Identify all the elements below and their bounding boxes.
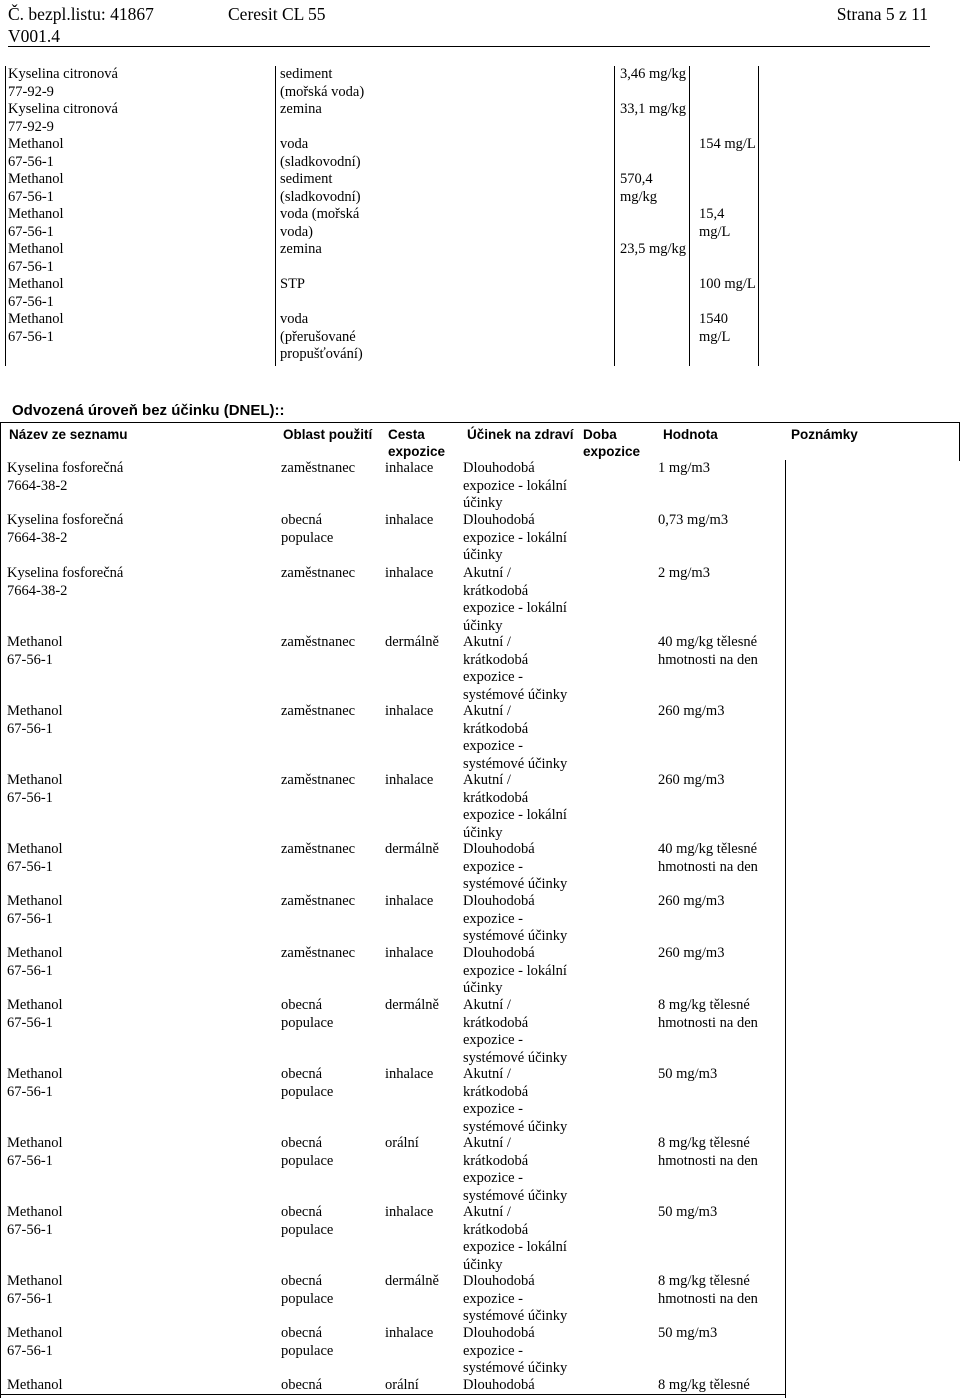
name-cell: Methanol 67-56-1 — [7, 997, 63, 1031]
route-cell: orální — [385, 1377, 419, 1393]
header-rule — [8, 46, 930, 47]
area-cell: obecná populace — [281, 1325, 334, 1359]
effect-cell: Akutní / krátkodobá expozice - systémové účinky — [463, 634, 568, 703]
area-cell: obecná populace — [281, 997, 334, 1031]
value-cell: 50 mg/m3 — [658, 1204, 718, 1220]
value-cell: 50 mg/m3 — [658, 1066, 718, 1082]
value-cell: 570,4 mg/kg — [620, 171, 658, 205]
area-cell: zaměstnanec — [281, 703, 356, 719]
route-cell: inhalace — [385, 772, 434, 788]
area-cell: zaměstnanec — [281, 634, 356, 650]
header-effect: Účinek na zdraví — [467, 427, 574, 442]
area-cell: obecná populace — [281, 1273, 334, 1307]
name-cell: Kyselina fosforečná 7664-38-2 — [7, 565, 124, 599]
area-cell: obecná populace — [281, 1204, 334, 1238]
name-cell: Methanol 67-56-1 — [7, 893, 63, 927]
page-header — [8, 4, 928, 44]
product-name: Ceresit CL 55 — [228, 4, 326, 24]
name-cell: Kyselina fosforečná 7664-38-2 — [7, 460, 124, 494]
name-cell: Methanol — [7, 1377, 63, 1393]
value-cell: 260 mg/m3 — [658, 703, 725, 719]
area-cell: zaměstnanec — [281, 841, 356, 857]
value-cell: 8 mg/kg tělesné hmotnosti na den — [658, 997, 758, 1031]
name-cell: Methanol 67-56-1 — [7, 1204, 63, 1238]
effect-cell: Dlouhodobá expozice - systémové účinky — [463, 1273, 568, 1324]
table-border — [0, 422, 1, 1398]
value-cell: 33,1 mg/kg — [620, 101, 687, 117]
version: V001.4 — [8, 26, 61, 46]
value-cell: 15,4 mg/L — [699, 206, 731, 240]
route-cell: dermálně — [385, 634, 439, 650]
header-route: Cesta expozice — [388, 427, 446, 459]
area-cell: obecná populace — [281, 1135, 334, 1169]
effect-cell: Dlouhodobá expozice - lokální účinky — [463, 512, 567, 563]
compartment-cell: zemina — [280, 241, 322, 257]
column-divider — [689, 66, 690, 366]
listing-number: Č. bezpl.listu: 41867 — [8, 4, 154, 24]
effect-cell: Dlouhodobá expozice - lokální účinky — [463, 945, 567, 996]
substance-cell: Kyselina citronová 77-92-9 — [8, 101, 118, 135]
name-cell: Methanol 67-56-1 — [7, 1273, 63, 1307]
compartment-cell: voda (sladkovodní) — [280, 136, 361, 170]
substance-cell: Methanol 67-56-1 — [8, 311, 64, 345]
value-cell: 1 mg/m3 — [658, 460, 710, 476]
area-cell: zaměstnanec — [281, 772, 356, 788]
area-cell: zaměstnanec — [281, 565, 356, 581]
area-cell: obecná populace — [281, 1066, 334, 1100]
compartment-cell: sediment (sladkovodní) — [280, 171, 361, 205]
effect-cell: Akutní / krátkodobá expozice - systémové účinky — [463, 703, 568, 772]
effect-cell: Dlouhodobá expozice - systémové účinky — [463, 893, 568, 944]
header-name: Název ze seznamu — [9, 427, 128, 442]
effect-cell: Akutní / krátkodobá expozice - systémové účinky — [463, 1135, 568, 1204]
value-cell: 154 mg/L — [699, 136, 756, 152]
route-cell: dermálně — [385, 841, 439, 857]
effect-cell: Dlouhodobá expozice - systémové účinky — [463, 1325, 568, 1376]
route-cell: inhalace — [385, 1325, 434, 1341]
name-cell: Methanol 67-56-1 — [7, 703, 63, 737]
dnel-title: Odvozená úroveň bez účinku (DNEL):: — [12, 402, 285, 419]
effect-cell: Dlouhodobá expozice - lokální účinky — [463, 460, 567, 511]
route-cell: inhalace — [385, 893, 434, 909]
value-cell: 1540 mg/L — [699, 311, 731, 345]
area-cell: zaměstnanec — [281, 893, 356, 909]
effect-cell: Akutní / krátkodobá expozice - lokální účinky — [463, 772, 567, 841]
value-cell: 8 mg/kg tělesné hmotnosti na den — [658, 1273, 758, 1307]
value-cell: 100 mg/L — [699, 276, 756, 292]
effect-cell: Dlouhodobá — [463, 1377, 535, 1393]
pnec-table — [5, 66, 759, 366]
value-cell: 8 mg/kg tělesné hmotnosti na den — [658, 1135, 758, 1169]
area-cell: obecná populace — [281, 512, 334, 546]
route-cell: inhalace — [385, 460, 434, 476]
route-cell: inhalace — [385, 945, 434, 961]
name-cell: Methanol 67-56-1 — [7, 1325, 63, 1359]
table-bottom-rule — [0, 1394, 786, 1395]
value-cell: 23,5 mg/kg — [620, 241, 687, 257]
header-duration: Doba expozice — [583, 427, 641, 459]
compartment-cell: voda (přerušované propušťování) — [280, 311, 363, 362]
value-cell: 40 mg/kg tělesné hmotnosti na den — [658, 634, 758, 668]
substance-cell: Methanol 67-56-1 — [8, 276, 64, 310]
value-cell: 3,46 mg/kg — [620, 66, 687, 82]
table-border — [785, 460, 786, 1398]
header-notes: Poznámky — [791, 427, 858, 442]
substance-cell: Methanol 67-56-1 — [8, 206, 64, 240]
effect-cell: Akutní / krátkodobá expozice - systémové účinky — [463, 997, 568, 1066]
area-cell: zaměstnanec — [281, 460, 356, 476]
compartment-cell: STP — [280, 276, 305, 292]
name-cell: Methanol 67-56-1 — [7, 1135, 63, 1169]
column-divider — [275, 66, 276, 366]
compartment-cell: zemina — [280, 101, 322, 117]
column-divider — [614, 66, 615, 366]
route-cell: orální — [385, 1135, 419, 1151]
value-cell: 8 mg/kg tělesné — [658, 1377, 750, 1393]
route-cell: inhalace — [385, 512, 434, 528]
route-cell: inhalace — [385, 565, 434, 581]
area-cell: obecná — [281, 1377, 323, 1393]
substance-cell: Methanol 67-56-1 — [8, 171, 64, 205]
route-cell: inhalace — [385, 1204, 434, 1220]
effect-cell: Akutní / krátkodobá expozice - systémové účinky — [463, 1066, 568, 1135]
area-cell: zaměstnanec — [281, 945, 356, 961]
value-cell: 260 mg/m3 — [658, 893, 725, 909]
name-cell: Methanol 67-56-1 — [7, 1066, 63, 1100]
name-cell: Methanol 67-56-1 — [7, 772, 63, 806]
substance-cell: Methanol 67-56-1 — [8, 241, 64, 275]
value-cell: 50 mg/m3 — [658, 1325, 718, 1341]
header-value: Hodnota — [663, 427, 718, 442]
name-cell: Methanol 67-56-1 — [7, 945, 63, 979]
route-cell: dermálně — [385, 997, 439, 1013]
effect-cell: Akutní / krátkodobá expozice - lokální účinky — [463, 1204, 567, 1273]
value-cell: 2 mg/m3 — [658, 565, 710, 581]
value-cell: 40 mg/kg tělesné hmotnosti na den — [658, 841, 758, 875]
name-cell: Kyselina fosforečná 7664-38-2 — [7, 512, 124, 546]
value-cell: 260 mg/m3 — [658, 945, 725, 961]
effect-cell: Dlouhodobá expozice - systémové účinky — [463, 841, 568, 892]
name-cell: Methanol 67-56-1 — [7, 634, 63, 668]
compartment-cell: voda (mořská voda) — [280, 206, 360, 240]
table-border — [5, 66, 6, 366]
substance-cell: Kyselina citronová 77-92-9 — [8, 66, 118, 100]
compartment-cell: sediment (mořská voda) — [280, 66, 365, 100]
effect-cell: Akutní / krátkodobá expozice - lokální účinky — [463, 565, 567, 634]
value-cell: 260 mg/m3 — [658, 772, 725, 788]
route-cell: inhalace — [385, 1066, 434, 1082]
value-cell: 0,73 mg/m3 — [658, 512, 729, 528]
table-header — [0, 422, 960, 461]
substance-cell: Methanol 67-56-1 — [8, 136, 64, 170]
route-cell: inhalace — [385, 703, 434, 719]
header-area: Oblast použití — [283, 427, 373, 442]
route-cell: dermálně — [385, 1273, 439, 1289]
name-cell: Methanol 67-56-1 — [7, 841, 63, 875]
page-number: Strana 5 z 11 — [836, 4, 928, 24]
